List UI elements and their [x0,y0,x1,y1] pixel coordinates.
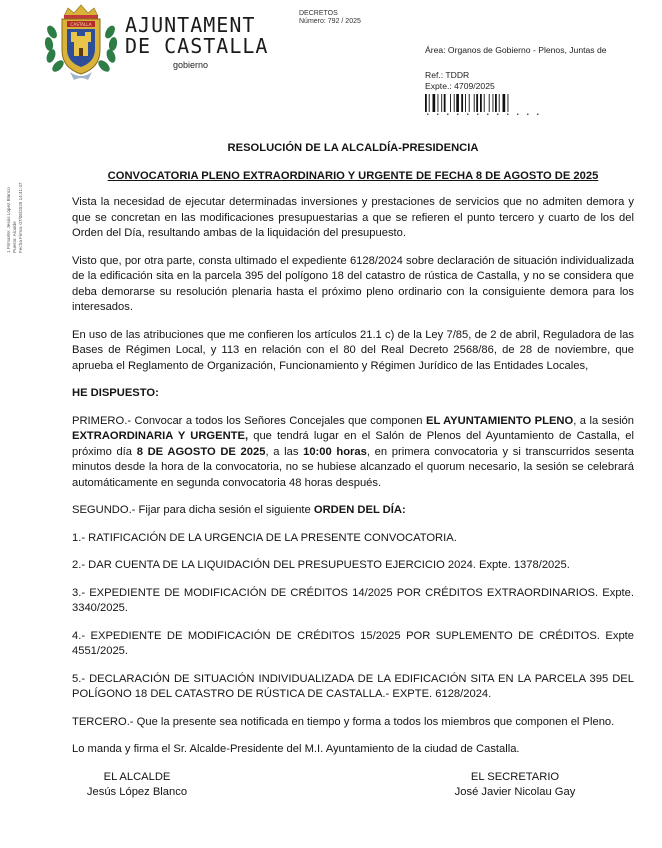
barcode-bar [456,94,459,112]
decree-label: DECRETOS [299,10,338,17]
barcode-bar [454,94,455,112]
coat-of-arms-icon [42,2,120,82]
segundo-paragraph [72,503,634,519]
primero-bold-4: 10:00 horas [303,445,367,458]
segundo-bold: ORDEN DEL DÍA: [313,504,406,516]
barcode-bar [433,94,436,112]
paragraph-2: Visto que, por otra parte, consta ultimado el expediente 6128/2024 sobre declaración de situación individualizada de la edificación sita en la parcela 395 del polígono 18 del catastro de rústica de Castalla, y no se considera que deba demorarse su resolución plenaria hasta el próximo pleno ordinario con la consiguiente demora para los interesados. [72,254,634,313]
agenda-item: 2.- DAR CUENTA DE LA LIQUIDACIÓN DEL PRESUPUESTO EJERCICIO 2024. Expte. 1378/2025. [72,559,570,571]
agenda-item: 4.- EXPEDIENTE DE MODIFICACIÓN DE CRÉDITOS 15/2025 POR SUPLEMENTO DE CRÉDITOS. Expte 4551/2025. [72,629,634,657]
barcode-digit-mark [537,114,539,116]
reference-block [425,70,495,92]
barcode-bar [465,94,466,112]
signer-position: Puesto: Alcalde [12,221,17,253]
tercero-paragraph: TERCERO.- Que la presente sea notificada en tiempo y forma a todos los miembros que componen el Pleno. [72,715,615,728]
barcode-bar [444,94,446,112]
barcode-bar [429,94,430,112]
signature-block [72,770,634,802]
logo-line-2: DE CASTALLA [125,34,269,58]
barcode-digit-mark [497,114,499,116]
barcode-digit-mark [527,114,529,116]
barcode-digit-mark [427,114,429,116]
primero-paragraph [72,414,634,492]
barcode-digit-mark [517,114,519,116]
decree-number: Número: 792 / 2025 [299,18,361,25]
primero-bold-3: 8 DE AGOSTO DE 2025 [136,445,266,458]
barcode-digit-mark [507,114,509,116]
segundo-text: SEGUNDO.- Fijar para dicha sesión el siguiente [72,504,314,516]
signer-name: 1 Firmante: Jesús López Blanco [6,187,11,253]
document-title: RESOLUCIÓN DE LA ALCALDÍA-PRESIDENCIA [227,142,479,154]
barcode-bar [503,94,506,112]
agenda-item: 3.- EXPEDIENTE DE MODIFICACIÓN DE CRÉDITOS 14/2025 POR CRÉDITOS EXTRAORDINARIOS. Expte. 3340/2025. [72,586,634,614]
secretario-role: EL SECRETARIO [470,770,560,783]
alcalde-role: EL ALCALDE [103,770,171,783]
paragraph-3: En uso de las atribuciones que me confieren los artículos 21.1 c) de la Ley 7/85, de 2 de abril, Reguladora de las Bases de Régimen Local, y 113 en relación con el 80 del Real Decreto 2568/86, de 28 de noviembre, que aprueba el Reglamento de Organización, Funcionamiento y Régimen Jurídico de las Entidades Locales, [72,328,634,372]
he-dispuesto-heading: HE DISPUESTO: [72,387,159,399]
primero-text-3: que tendrá lugar en el Salón de Plenos del Ayuntamiento de Castalla, el próximo día [72,430,634,458]
logo-subtitle: gobierno [173,60,209,70]
logo-line-1: AJUNTAMENT [125,13,256,37]
barcode-bar [474,94,475,112]
signature-sidebar [6,183,24,253]
barcode-bar [476,94,478,112]
secretario-name: José Javier Nicolau Gay [454,786,576,798]
primero-text-1: PRIMERO.- Convocar a todos los Señores Concejales que componen [72,414,426,427]
barcode-bar [425,94,427,112]
organization-logo [125,15,268,57]
expediente-number: Expte.: 4709/2025 [425,81,495,91]
signature-secretario [440,770,590,801]
primero-text-2: , a la sesión [573,414,634,427]
closing-paragraph: Lo manda y firma el Sr. Alcalde-Presidente del M.I. Ayuntamiento de la ciudad de Castalla. [72,743,520,755]
area-label: Área: Organos de Gobierno - Plenos, Juntas de [425,45,607,55]
barcode-bar [499,94,500,112]
barcode-bar [461,94,463,112]
barcode-digit-mark [437,114,439,116]
barcode-digit-mark [467,114,469,116]
agenda-item: 1.- RATIFICACIÓN DE LA URGENCIA DE LA PRESENTE CONVOCATORIA. [72,531,457,544]
signature-alcalde [82,770,192,801]
alcalde-name: Jesús López Blanco [86,786,188,798]
primero-bold-1: EL AYUNTAMIENTO PLENO [425,414,574,427]
document-subtitle: CONVOCATORIA PLENO EXTRAORDINARIO Y URGENTE DE FECHA 8 DE AGOSTO DE 2025 [107,170,599,182]
paragraph-1: Vista la necesidad de ejecutar determinadas inversiones y prestaciones de servicios que no admiten demora y que se concretan en las modificaciones presupuestarias a que se refieren el punto tercero y cuarto de los del Orden del Día, resultando ambas de la liquidación del presupuesto. [72,196,634,239]
barcode-bar [495,94,497,112]
signature-date: Fecha Firma: 07/08/2025 14:41:47 [18,182,23,253]
barcode-bar [508,94,509,112]
ref-code: Ref.: TDDR [425,70,470,80]
barcode-bar [438,94,439,112]
primero-text-4: , a las [265,445,304,458]
barcode-digit-mark [447,114,449,116]
agenda-item: 5.- DECLARACIÓN DE SITUACIÓN INDIVIDUALIZADA DE LA EDIFICACIÓN SITA EN LA PARCELA 395 DEL POLÍGONO 18 DEL CATASTRO DE RÚSTICA DE CASTALLA.- EXPTE. 6128/2024. [72,672,634,700]
barcode-digit-mark [477,114,479,116]
document-body [72,141,634,802]
barcode-digit-mark [487,114,489,116]
barcode-bar [441,94,442,112]
barcode-icon [425,94,547,116]
barcode-bar [450,94,451,112]
decree-stamp [299,10,361,26]
primero-bold-2: EXTRAORDINARIA Y URGENTE, [72,430,249,442]
barcode-digit-mark [457,114,459,116]
barcode-bar [493,94,494,112]
primero-text-5: , en primera convocatoria y si transcurridos sesenta minutos desde la hora de la convocatoria, no se hubiese alcanzado el quorum necesario, la sesión se celebrará automáticamente en segunda convocatoria 48 horas después. [72,445,634,489]
barcode-bar [484,94,485,112]
crest-banner-text: CASTALLA [70,22,92,27]
barcode-bar [480,94,482,112]
barcode-bar [489,94,490,112]
barcode-bar [469,94,470,112]
